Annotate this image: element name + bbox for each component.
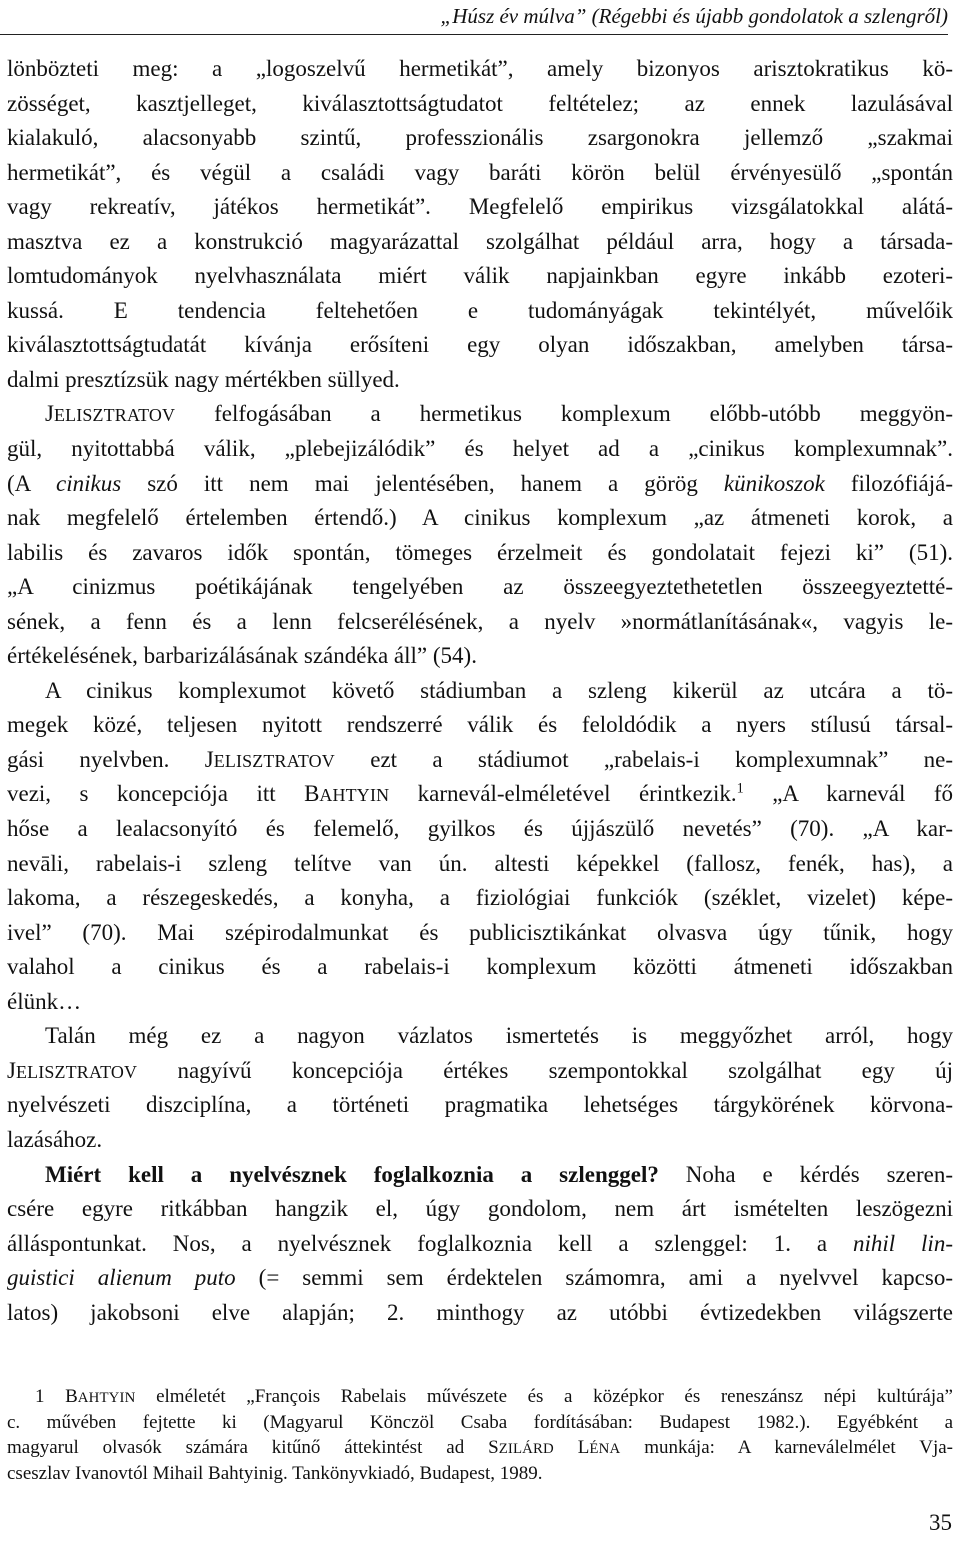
text-line (7, 1158, 953, 1193)
author-name-initial: S (488, 1437, 499, 1458)
text-run: szó itt nem mai jelentésében, hanem a görög (121, 470, 724, 496)
text-run: „A karnevál fő (743, 781, 953, 807)
italic-term: künikoszok (723, 470, 825, 496)
text-line (7, 1261, 953, 1296)
text-run: felfogásában a hermetikus komplexum előbb-utóbb meggyön- (175, 401, 953, 427)
text-line (7, 397, 953, 432)
author-name: ELISZTRATOV (213, 750, 335, 771)
author-name: ÉNA (589, 1441, 621, 1457)
text-line: A cinikus komplexumot követő stádiumban a szleng kikerül az utcára a tö- (45, 677, 953, 703)
text-run: Noha e kérdés szeren- (658, 1161, 953, 1187)
author-name: AHTYIN (319, 785, 390, 806)
text-run: vezi, s koncepciója itt (7, 781, 305, 807)
text-run: ezt a stádiumot „rabelais-i komplexumnak” ne- (334, 746, 953, 772)
text-line (7, 1054, 953, 1089)
text-line: masztva ez a konstrukció magyarázattal szolgálhat például arra, hogy a társada- (7, 228, 953, 254)
text-line: labilis és zavaros idők spontán, tömeges érzelmeit és gondolatait fejezi ki” (51). (7, 539, 953, 565)
footnote-line: c. művében fejtette ki (Magyarul Könczöl Csaba fordításában: Budapest 1982.). Egyébként a (7, 1411, 953, 1433)
running-title: „Húsz év múlva” (Régebbi és újabb gondolatok a szlengről) (440, 4, 948, 28)
text-line: kiválasztottságtudatát kívánja erősíteni egy olyan időszakban, amelyben társa- (7, 332, 953, 358)
footnote-line: cseszlav Ivanovtól Mihail Bahtyinig. Tankönyvkiadó, Budapest, 1989. (7, 1462, 543, 1484)
text-line: hőse a lealacsonyító és felemelő, gyilkos és újjászülő nevetés” (70). „A kar- (7, 816, 953, 842)
text-line: nak megfelelő értelemben értendő.) A cinikus komplexum „az átmeneti korok, a (7, 505, 953, 531)
text-line: lazásához. (7, 1126, 103, 1152)
author-name: ELISZTRATOV (53, 405, 176, 426)
text-line: értékelésének, barbarizálásának szándéka áll” (54). (7, 643, 477, 669)
running-header (0, 0, 948, 35)
footnote-line (7, 1435, 953, 1461)
text-line (7, 743, 953, 778)
italic-term: nihil lin- (852, 1230, 953, 1256)
text-line: dalmi presztízsük nagy mértékben süllyed. (7, 366, 400, 392)
text-line: lakoma, a részegeskedés, a konyha, a fiziológiai funkciók (széklet, vizelet) képe- (7, 885, 953, 911)
text-run: álláspontunkat. Nos, a nyelvésznek foglalkoznia kell a szlenggel: 1. a (7, 1230, 853, 1256)
author-name-initial: B (304, 781, 320, 807)
text-line: gül, nyitottabbá válik, „plebejizálódik” és helyet ad a „cinikus komplexumnak”. (7, 436, 953, 462)
text-line: hermetikát”, és végül a családi vagy baráti körön belül érvényesülő „spontán (7, 159, 953, 185)
text-line: lönbözteti meg: a „logoszelvű hermetikát”, amely bizonyos arisztokratikus kö- (7, 56, 953, 81)
page-number: 35 (929, 1510, 952, 1535)
text-run: magyarul olvasók számára kitűnő áttekintést ad (7, 1437, 489, 1458)
text-run: (= semmi sem érdektelen számomra, ami a nyelvvel kapcso- (235, 1265, 953, 1291)
text-line (7, 1227, 953, 1262)
footnote-number: 1 (35, 1386, 45, 1407)
author-name-initial: J (7, 1057, 16, 1083)
text-line: Talán még ez a nagyon vázlatos ismertetés is meggyőzhet arról, hogy (45, 1023, 953, 1049)
footnote-reference[interactable]: 1 (736, 780, 744, 797)
text-line: élünk… (7, 988, 82, 1014)
text-line: megek közé, teljesen nyitott rendszerré válik és feloldódik a nyers stílusú társal- (7, 712, 953, 738)
italic-term: guistici alienum puto (7, 1265, 236, 1291)
text-run: elméletét „François Rabelais művészete és a középkor és reneszánsz népi kultúrája” (135, 1386, 953, 1407)
text-line: nevāli, rabelais-i szleng telítve van ún. altesti képekkel (fallosz, fenék, has), a (7, 850, 953, 876)
author-name: AHTYIN (77, 1390, 136, 1406)
text-line: sének, a fenn és a lenn felcserélésének, a nyelv »normátlanításának«, vagyis le- (7, 608, 953, 634)
text-line: zösséget, kasztjelleget, kiválasztottságtudatot feltételez; az ennek lazulásával (7, 90, 953, 116)
text-run: nagyívű koncepciója értékes szempontokkal szolgálhat egy új (137, 1057, 953, 1083)
author-name-initial: L (553, 1437, 590, 1458)
text-line: lomtudományok nyelvhasználata miért válik napjainkban egyre inkább ezoteri- (7, 263, 953, 289)
text-line: kussá. E tendencia feltehetően e tudományágak tekintélyét, művelőik (7, 297, 953, 323)
text-line: csére egyre ritkábban hangzik el, úgy gondolom, nem árt ismételten leszögezni (7, 1196, 953, 1222)
footnotes (7, 1384, 953, 1486)
author-name: ZILÁRD (498, 1441, 554, 1457)
author-name: ELISZTRATOV (15, 1061, 138, 1082)
text-line: „A cinizmus poétikájának tengelyében az összeegyeztethetetlen összeegyeztetté- (7, 574, 953, 600)
text-run: munkája: A karneválelmélet Vja- (620, 1437, 953, 1458)
text-run: karnevál-elméletével érintkezik. (389, 781, 737, 807)
text-run: (A (7, 470, 57, 496)
text-run: gási nyelvben. (7, 746, 205, 772)
italic-term: cinikus (56, 470, 122, 496)
author-name-initial: J (45, 401, 54, 427)
author-name-initial: J (204, 746, 214, 772)
text-line: latos) jakobsoni elve alapján; 2. minthogy az utóbbi évtizedekben világszerte (7, 1299, 953, 1325)
text-line: kialakuló, alacsonyabb szintű, professzionális zsargonokra jellemző „szakmai (7, 125, 953, 151)
main-text (7, 52, 953, 1330)
text-line: vagy rekreatív, játékos hermetikát”. Megfelelő empirikus vizsgálatokkal alátá- (7, 194, 953, 220)
text-line (7, 467, 953, 502)
text-run: filozófiájá- (824, 470, 953, 496)
text-line: valahol a cinikus és a rabelais-i komplexum közötti átmeneti időszakban (7, 954, 953, 980)
bold-question: Miért kell a nyelvésznek foglalkoznia a szlenggel? (45, 1161, 659, 1187)
footnote-line (7, 1384, 953, 1410)
text-line: nyelvészeti diszciplína, a történeti pragmatika lehetséges tárgykörének körvona- (7, 1092, 953, 1118)
text-line: ivel” (70). Mai szépirodalmunkat és publicisztikánkat olvasva úgy tűnik, hogy (7, 919, 953, 945)
text-line (7, 777, 953, 812)
author-name-initial: B (65, 1386, 78, 1407)
